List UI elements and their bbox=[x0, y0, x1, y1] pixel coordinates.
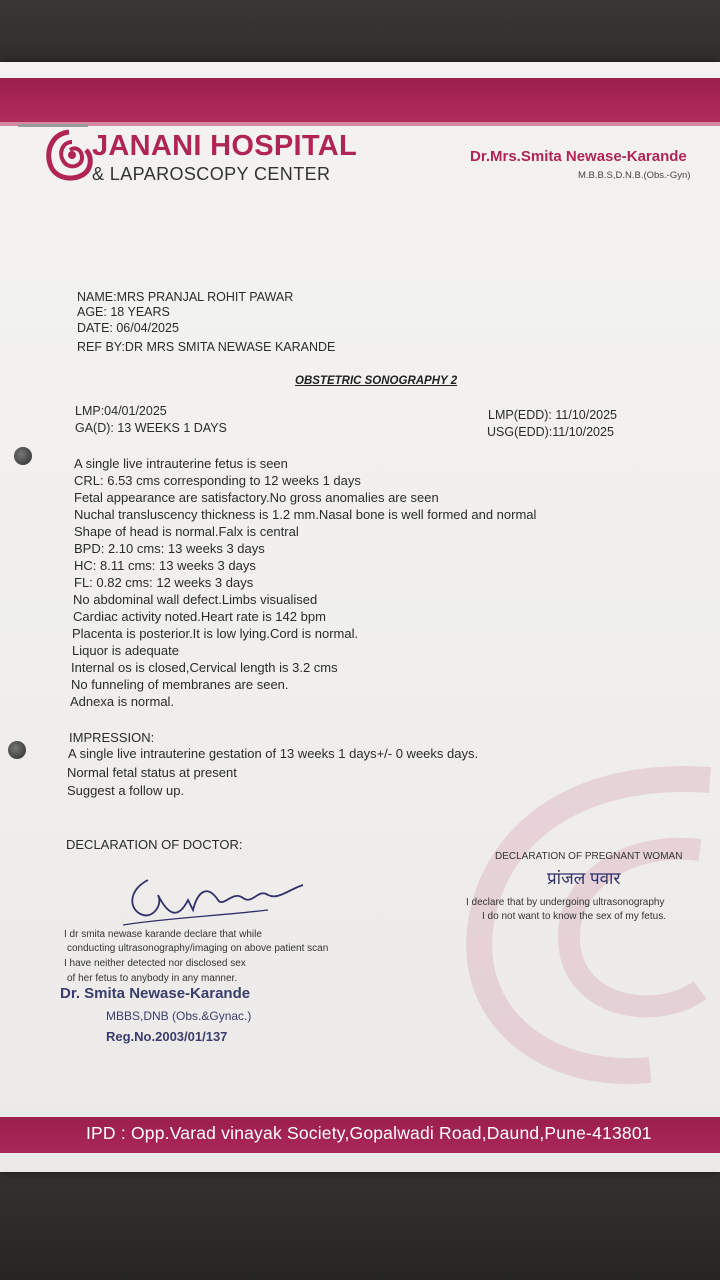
header-band-stripe bbox=[0, 122, 720, 126]
finding-line: FL: 0.82 cms: 12 weeks 3 days bbox=[74, 575, 254, 590]
finding-line: Adnexa is normal. bbox=[70, 694, 175, 709]
report-title: OBSTETRIC SONOGRAPHY 2 bbox=[295, 375, 458, 387]
finding-line: No funneling of membranes are seen. bbox=[71, 677, 289, 692]
doctor-declaration-line: I dr smita newase karande declare that while bbox=[64, 929, 262, 940]
lmp-edd: LMP(EDD): 11/10/2025 bbox=[488, 408, 617, 422]
usg-edd: USG(EDD):11/10/2025 bbox=[487, 425, 614, 439]
patient-signature: प्रांजल पवार bbox=[547, 869, 621, 888]
impression-heading: IMPRESSION: bbox=[69, 730, 155, 745]
doctor-declaration-line: of her fetus to anybody in any manner. bbox=[67, 973, 238, 984]
hospital-name: JANANI HOSPITAL bbox=[92, 130, 357, 162]
doctor-qualification: M.B.B.S,D.N.B.(Obs.-Gyn) bbox=[578, 170, 691, 181]
finding-line: HC: 8.11 cms: 13 weeks 3 days bbox=[74, 558, 256, 573]
doctor-stamp-qualification: MBBS,DNB (Obs.&Gynac.) bbox=[106, 1009, 252, 1023]
finding-line: No abdominal wall defect.Limbs visualised bbox=[73, 592, 318, 607]
finding-line: Fetal appearance are satisfactory.No gross anomalies are seen bbox=[74, 490, 439, 505]
impression-line: Normal fetal status at present bbox=[67, 765, 237, 780]
finding-line: BPD: 2.10 cms: 13 weeks 3 days bbox=[74, 541, 265, 556]
finding-line: CRL: 6.53 cms corresponding to 12 weeks 1 days bbox=[74, 473, 361, 488]
header-rule bbox=[18, 124, 88, 127]
finding-line: Shape of head is normal.Falx is central bbox=[74, 524, 299, 539]
finding-line: Internal os is closed,Cervical length is 3.2 cms bbox=[71, 660, 338, 675]
referred-by: REF BY:DR MRS SMITA NEWASE KARANDE bbox=[77, 340, 336, 354]
doctor-declaration-line: conducting ultrasonography/imaging on above patient scan bbox=[67, 943, 329, 954]
doctor-name: Dr.Mrs.Smita Newase-Karande bbox=[470, 148, 687, 165]
doctor-declaration-line: I have neither detected nor disclosed sex bbox=[64, 958, 246, 969]
header-band bbox=[0, 78, 720, 122]
lmp-date: LMP:04/01/2025 bbox=[75, 404, 167, 418]
finding-line: Nuchal transluscency thickness is 1.2 mm.Nasal bone is well formed and normal bbox=[74, 507, 537, 522]
doctor-stamp-name: Dr. Smita Newase-Karande bbox=[60, 985, 251, 1002]
footer-address: IPD : Opp.Varad vinayak Society,Gopalwadi Road,Daund,Pune-413801 bbox=[86, 1123, 652, 1143]
impression-line: Suggest a follow up. bbox=[67, 783, 185, 798]
watermark-logo-icon bbox=[450, 760, 720, 1090]
finding-line: Cardiac activity noted.Heart rate is 142 bpm bbox=[73, 609, 326, 624]
patient-declaration-line: I declare that by undergoing ultrasonography bbox=[466, 897, 665, 908]
hospital-logo-icon bbox=[42, 128, 96, 184]
patient-name: NAME:MRS PRANJAL ROHIT PAWAR bbox=[77, 290, 294, 304]
patient-declaration-line: I do not want to know the sex of my fetus. bbox=[482, 911, 666, 922]
gestational-age: GA(D): 13 WEEKS 1 DAYS bbox=[75, 421, 227, 435]
finding-line: Liquor is adequate bbox=[72, 643, 179, 658]
patient-age: AGE: 18 YEARS bbox=[77, 305, 170, 319]
doctor-stamp-registration: Reg.No.2003/01/137 bbox=[106, 1029, 228, 1044]
doctor-declaration-heading: DECLARATION OF DOCTOR: bbox=[66, 837, 243, 852]
patient-declaration-heading: DECLARATION OF PREGNANT WOMAN bbox=[495, 851, 683, 862]
hospital-subtitle: & LAPAROSCOPY CENTER bbox=[92, 164, 331, 184]
finding-line: Placenta is posterior.It is low lying.Cord is normal. bbox=[72, 626, 359, 641]
doctor-signature bbox=[118, 870, 308, 930]
background-top bbox=[0, 0, 720, 70]
punch-hole bbox=[8, 741, 26, 759]
background-bottom bbox=[0, 1160, 720, 1280]
finding-line: A single live intrauterine fetus is seen bbox=[74, 456, 288, 471]
report-date: DATE: 06/04/2025 bbox=[77, 321, 179, 335]
impression-line: A single live intrauterine gestation of 13 weeks 1 days+/- 0 weeks days. bbox=[68, 746, 479, 761]
punch-hole bbox=[14, 447, 32, 465]
